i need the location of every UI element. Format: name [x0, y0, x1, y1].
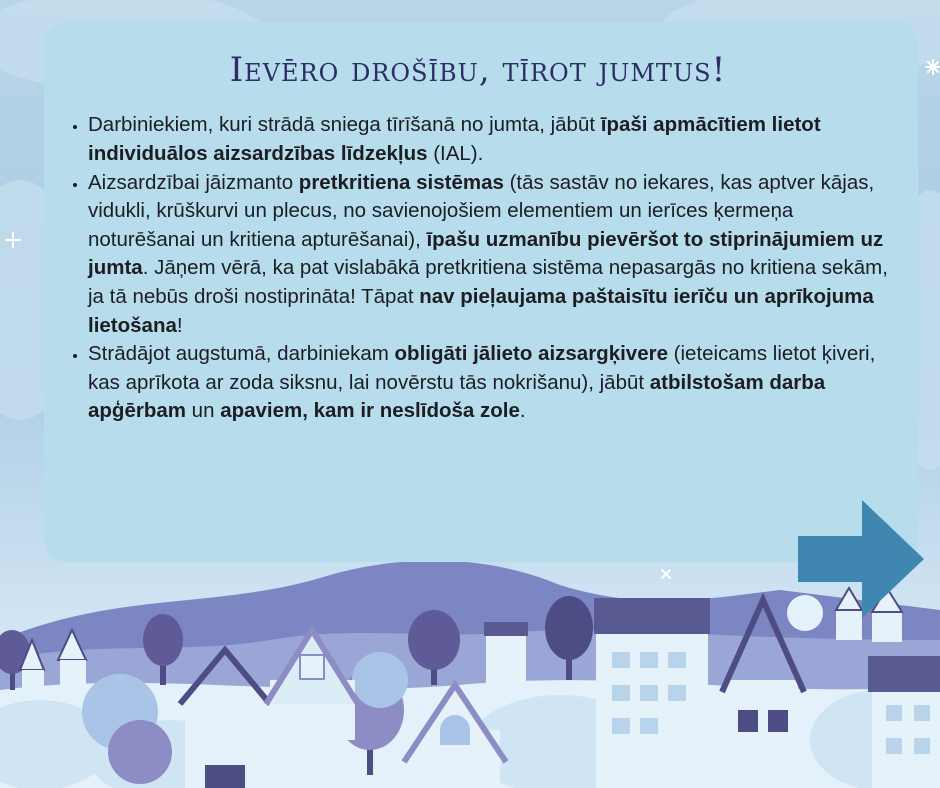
bullet-highlight: pretkritiena sistēmas: [298, 170, 504, 194]
bullet-item: [88, 111, 892, 168]
bullet-text: (IAL).: [427, 141, 484, 165]
bullet-highlight: īpašu uzmanību pievēršot to stiprinājumiem uz jumta: [88, 227, 884, 280]
bullet-text: . Jāņem vērā, ka pat vislabākā pretkritiena sistēma nepasargās no kritiena sekām, ja tā nebūs droši nostiprināta! Tāpat: [88, 256, 888, 308]
page-title: Ievēro drošību, tīrot jumtus!: [229, 50, 727, 90]
bullet-text: Darbiniekiem, kuri strādā sniega tīrīšanā no jumta, jābūt: [88, 113, 601, 137]
bullet-text: .: [519, 399, 526, 423]
bullet-text: un: [185, 399, 221, 423]
bullet-text: Strādājot augstumā, darbiniekam: [88, 342, 395, 366]
bullet-text: !: [176, 313, 183, 337]
bullet-item: [88, 340, 892, 426]
bullet-highlight: nav pieļaujama paštaisītu ierīču un aprīkojuma lietošana: [88, 284, 874, 337]
bullet-highlight: atbilstošam darba apģērbam: [88, 370, 826, 423]
bullet-text: (ieteicams lietot ķiveri, kas aprīkota ar zoda siksnu, lai novērstu tās nokrišanu), jābūt: [88, 342, 876, 394]
bullet-highlight: apaviem, kam ir neslīdoša zole: [220, 399, 520, 423]
bullet-text: Aizsardzībai jāizmanto: [88, 170, 299, 194]
bullet-list: [64, 111, 892, 426]
right-arrow-icon[interactable]: [798, 500, 928, 618]
bullet-highlight: īpaši apmācītiem lietot individuālos aizsardzības līdzekļus: [88, 113, 821, 165]
right-arrow-shape: [798, 500, 924, 618]
bullet-highlight: obligāti jālieto aizsargķivere: [394, 342, 668, 366]
info-card: [44, 22, 918, 562]
bullet-item: [88, 169, 892, 341]
bullet-text: (tās sastāv no iekares, kas aptver kājas, vidukli, krūškurvi un plecus, no savienojošiem elementiem un ierīces ķermeņa noturēšanai un kritiena apturēšanai),: [88, 170, 875, 251]
